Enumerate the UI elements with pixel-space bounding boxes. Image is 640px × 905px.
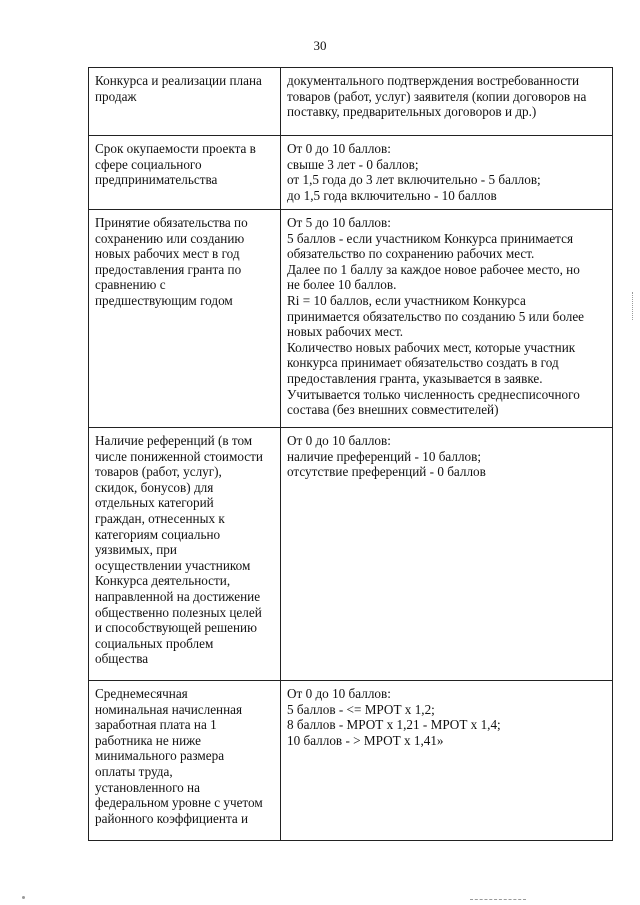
scoring-text-line: поставку, предварительных договоров и др.): [287, 104, 537, 120]
criterion-text-line: новых рабочих мест в год: [95, 246, 240, 262]
criteria-table-body: [89, 68, 613, 841]
criterion-text-line: сохранению или созданию: [95, 230, 245, 246]
scan-artifact-mark: [632, 292, 636, 320]
criterion-text-line: Срок окупаемости проекта в: [95, 141, 256, 156]
scoring-text-line: Количество новых рабочих мест, которые участник: [287, 339, 576, 355]
criterion-text-line: сравнению с: [95, 277, 166, 293]
criterion-text-line: предпринимательства: [95, 172, 218, 188]
criterion-text-line: общественно полезных целей: [95, 604, 262, 620]
criterion-text-line: социальных проблем: [95, 635, 214, 651]
criterion-text-line: граждан, отнесенных к: [95, 510, 225, 526]
table-row: [89, 681, 613, 841]
criterion-text-line: Среднемесячная: [95, 686, 188, 701]
scoring-text-line: не более 10 баллов.: [287, 277, 397, 293]
criterion-cell: [89, 210, 281, 428]
scoring-text-line: 5 баллов - <= МРОТ х 1,2;: [287, 701, 435, 717]
scoring-text-line: 10 баллов - > МРОТ х 1,41»: [287, 732, 444, 748]
criterion-cell: [89, 681, 281, 841]
criterion-text-line: отдельных категорий: [95, 495, 214, 511]
scoring-text-line: отсутствие преференций - 0 баллов: [287, 464, 486, 480]
page-number: 30: [313, 38, 327, 53]
criterion-text-line: Конкурса деятельности,: [95, 573, 231, 589]
criterion-text-line: Наличие референций (в том: [95, 433, 253, 448]
scoring-cell: [281, 210, 613, 428]
table-row: [89, 68, 613, 136]
scoring-cell: [281, 136, 613, 210]
scoring-text-line: обязательство по сохранению рабочих мест.: [287, 246, 535, 262]
criterion-text-line: и способствующей решению: [95, 620, 257, 636]
criterion-cell: [89, 136, 281, 210]
criterion-text-line: осуществлении участником: [95, 557, 251, 573]
criterion-text-line: оплаты труда,: [95, 763, 173, 779]
scoring-text-line: свыше 3 лет - 0 баллов;: [287, 156, 419, 172]
scoring-text-line: наличие преференций - 10 баллов;: [287, 448, 482, 464]
table-row: [89, 210, 613, 428]
criterion-text-line: Конкурса и реализации плана: [95, 73, 262, 88]
scoring-text-line: новых рабочих мест.: [287, 324, 404, 340]
scan-artifact-dot: [22, 896, 25, 899]
scoring-text-line: От 0 до 10 баллов:: [287, 433, 391, 448]
criterion-text-line: предшествующим годом: [95, 292, 233, 308]
scoring-text-line: От 5 до 10 баллов:: [287, 215, 391, 230]
criterion-text-line: скидок, бонусов) для: [95, 479, 214, 495]
scoring-text-line: от 1,5 года до 3 лет включительно - 5 баллов;: [287, 172, 541, 188]
scoring-text-line: От 0 до 10 баллов:: [287, 141, 391, 156]
criterion-text-line: общества: [95, 651, 149, 667]
scoring-cell: [281, 68, 613, 136]
scoring-cell: [281, 681, 613, 841]
criterion-text-line: сфере социального: [95, 156, 202, 172]
criterion-text-line: направленной на достижение: [95, 588, 261, 604]
scan-artifact-line: [470, 899, 526, 900]
criterion-text-line: номинальная начисленная: [95, 701, 243, 717]
scoring-text-line: товаров (работ, услуг) заявителя (копии договоров на: [287, 88, 587, 104]
criterion-text-line: федеральном уровне с учетом: [95, 795, 263, 811]
criterion-text-line: заработная плата на 1: [95, 717, 217, 733]
criterion-text-line: продаж: [95, 88, 137, 104]
scoring-text-line: От 0 до 10 баллов:: [287, 686, 391, 701]
scoring-text-line: Далее по 1 баллу за каждое новое рабочее место, но: [287, 261, 580, 277]
criterion-text-line: Принятие обязательства по: [95, 215, 248, 230]
criterion-text-line: работника не ниже: [95, 732, 201, 748]
criterion-text-line: категориям социально: [95, 526, 221, 542]
scoring-text-line: предоставления гранта, указывается в заявке.: [287, 370, 543, 386]
scoring-text-line: Ri = 10 баллов, если участником Конкурса: [287, 292, 526, 308]
scoring-text-line: принимается обязательство по созданию 5 или более: [287, 308, 585, 324]
scoring-text-line: состава (без внешних совместителей): [287, 402, 499, 418]
criterion-text-line: товаров (работ, услуг),: [95, 464, 222, 480]
scoring-text-line: до 1,5 года включительно - 10 баллов: [287, 187, 497, 203]
scoring-text-line: документального подтверждения востребованности: [287, 73, 580, 88]
scoring-text-line: Учитывается только численность среднесписочного: [287, 386, 580, 402]
scoring-text-line: 8 баллов - МРОТ х 1,21 - МРОТ х 1,4;: [287, 717, 501, 733]
criterion-text-line: числе пониженной стоимости: [95, 448, 263, 464]
table-row: [89, 428, 613, 681]
criterion-cell: [89, 428, 281, 681]
criterion-text-line: предоставления гранта по: [95, 261, 242, 277]
scoring-text-line: конкурса принимает обязательство создать в год: [287, 355, 559, 371]
scoring-cell: [281, 428, 613, 681]
criterion-cell: [89, 68, 281, 136]
scoring-text-line: 5 баллов - если участником Конкурса принимается: [287, 230, 574, 246]
criteria-table: [88, 67, 613, 841]
criterion-text-line: уязвимых, при: [95, 542, 177, 558]
criterion-text-line: минимального размера: [95, 748, 225, 764]
criterion-text-line: установленного на: [95, 779, 200, 795]
table-row: [89, 136, 613, 210]
criterion-text-line: районного коэффициента и: [95, 810, 249, 826]
